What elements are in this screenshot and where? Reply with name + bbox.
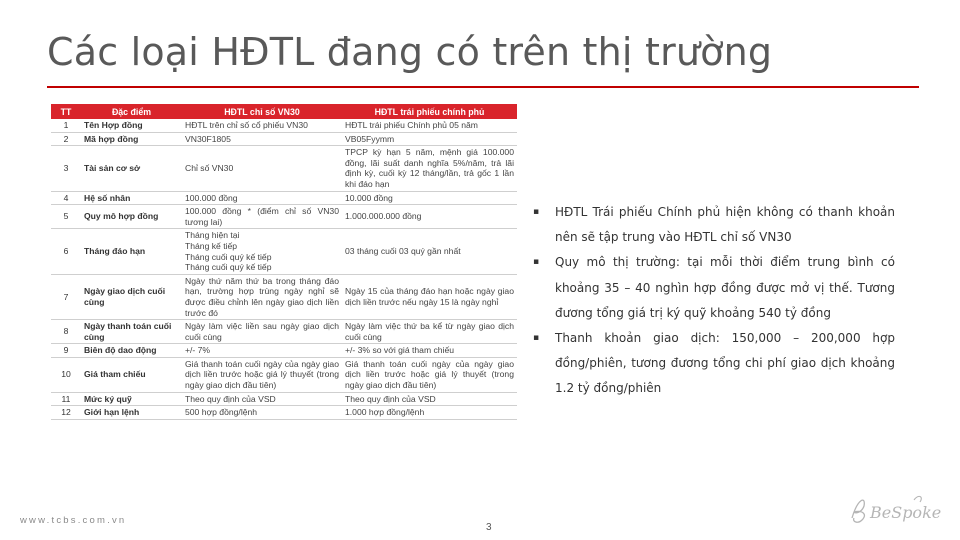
cell-text: Tháng kế tiếp <box>185 240 238 251</box>
row-number: 4 <box>51 191 81 205</box>
bullet-dot-icon: ▪ <box>533 257 540 268</box>
row-feature: Quy mô hợp đồng <box>81 205 182 229</box>
row-feature: Mức ký quỹ <box>81 392 182 406</box>
bullet-text: Thanh khoản giao dịch: 150,000 – 200,000 hợp đồng/phiên, tương đương tổng chi phí giao dịch khoảng 1.2 tỷ đồng/phiên <box>555 331 895 396</box>
cell-text: VN30F1805 <box>185 133 231 144</box>
row-number: 7 <box>51 274 81 319</box>
cell-text: Giá thanh toán cuối ngày của ngày giao dịch liền trước hoặc giá lý thuyết (trong ngày giao dịch đầu tiên) <box>185 358 339 391</box>
table-row <box>51 320 517 344</box>
bullet-market-size <box>533 250 895 326</box>
table-row <box>51 274 517 319</box>
bond-value <box>342 320 517 344</box>
row-feature: Giới hạn lệnh <box>81 406 182 420</box>
row-feature: Ngày thanh toán cuối cùng <box>81 320 182 344</box>
vn30-value <box>182 191 342 205</box>
bond-value <box>342 146 517 191</box>
bullet-trading-liquidity <box>533 326 895 402</box>
row-number: 1 <box>51 119 81 132</box>
cell-text: Theo quy định của VSD <box>185 393 276 404</box>
slide-title: Các loại HĐTL đang có trên thị trường <box>47 30 773 74</box>
vn30-value <box>182 392 342 406</box>
cell-text: Tháng cuối quý kế tiếp <box>185 262 272 273</box>
header-vn30: HĐTL chỉ số VN30 <box>182 104 342 119</box>
row-feature: Giá tham chiếu <box>81 357 182 392</box>
row-number: 9 <box>51 344 81 358</box>
cell-text: +/- 3% so với giá tham chiếu <box>345 345 455 356</box>
bond-value <box>342 392 517 406</box>
cell-text: HĐTL trên chỉ số cổ phiếu VN30 <box>185 120 308 130</box>
table-row <box>51 132 517 146</box>
header-feature: Đặc điểm <box>81 104 182 119</box>
row-feature: Tài sản cơ sở <box>81 146 182 191</box>
row-number: 3 <box>51 146 81 191</box>
vn30-value <box>182 229 342 274</box>
cell-text: Tháng cuối quý kế tiếp <box>185 251 272 262</box>
table-row <box>51 205 517 229</box>
header-bond: HĐTL trái phiếu chính phủ <box>342 104 517 119</box>
bond-value <box>342 132 517 146</box>
cell-text: VB05Fyymm <box>345 133 395 144</box>
row-number: 11 <box>51 392 81 406</box>
row-feature: Hệ số nhân <box>81 191 182 205</box>
vn30-value <box>182 320 342 344</box>
bond-value <box>342 274 517 319</box>
table-row <box>51 191 517 205</box>
table-row <box>51 229 517 274</box>
vn30-value <box>182 205 342 229</box>
vn30-value <box>182 274 342 319</box>
key-points-list <box>533 200 895 402</box>
cell-text: Tháng hiện tại <box>185 230 240 241</box>
table-row <box>51 392 517 406</box>
row-number: 2 <box>51 132 81 146</box>
cell-text: Giá thanh toán cuối ngày của ngày giao dịch liền trước hoặc giá lý thuyết (trong ngày giao dịch đầu tiên) <box>345 358 514 391</box>
cell-text: TPCP kỳ hạn 5 năm, mệnh giá 100.000 đồng, lãi suất danh nghĩa 5%/năm, trả lãi định kỳ, cuối kỳ 12 tháng/lần, trả gốc 1 lần khi đáo hạn <box>345 147 514 189</box>
vn30-value <box>182 132 342 146</box>
row-feature: Tên Hợp đồng <box>81 119 182 132</box>
bond-value <box>342 229 517 274</box>
table-row <box>51 406 517 420</box>
row-number: 10 <box>51 357 81 392</box>
cell-text: 1.000 hợp đồng/lệnh <box>345 407 425 418</box>
vn30-value <box>182 146 342 191</box>
row-feature: Tháng đáo hạn <box>81 229 182 274</box>
row-number: 6 <box>51 229 81 274</box>
cell-text: Theo quy định của VSD <box>345 393 436 404</box>
cell-text: Ngày 15 của tháng đáo hạn hoặc ngày giao dịch liền trước nếu ngày 15 là ngày nghỉ <box>345 286 514 307</box>
logo-wordmark: BeSpoke <box>870 503 942 522</box>
vn30-value <box>182 344 342 358</box>
bullet-dot-icon: ▪ <box>533 333 540 344</box>
table-header-row <box>51 104 517 119</box>
cell-text: HĐTL trái phiếu Chính phủ 05 năm <box>345 120 478 130</box>
cell-text: +/- 7% <box>185 345 211 356</box>
vn30-value <box>182 119 342 132</box>
vn30-value <box>182 357 342 392</box>
cell-text: 1.000.000.000 đồng <box>345 211 422 222</box>
row-feature: Mã hợp đồng <box>81 132 182 146</box>
bond-value <box>342 119 517 132</box>
table-row <box>51 146 517 191</box>
cell-text: 10.000 đồng <box>345 192 393 203</box>
bullet-dot-icon: ▪ <box>533 207 540 217</box>
row-feature: Biên độ dao động <box>81 344 182 358</box>
page-number: 3 <box>486 522 492 533</box>
bond-value <box>342 406 517 420</box>
cell-text: 500 hợp đồng/lệnh <box>185 407 258 418</box>
table-row <box>51 344 517 358</box>
cell-text: Chỉ số VN30 <box>185 163 234 174</box>
bespoke-logo <box>848 492 944 526</box>
bond-value <box>342 357 517 392</box>
row-number: 8 <box>51 320 81 344</box>
row-number: 5 <box>51 205 81 229</box>
bond-value <box>342 191 517 205</box>
vn30-value <box>182 406 342 420</box>
bullet-text: HĐTL Trái phiếu Chính phủ hiện không có thanh khoản nên sẽ tập trung vào HĐTL chỉ số VN30 <box>555 205 895 245</box>
footer-website: www.tcbs.com.vn <box>20 515 127 526</box>
bond-value <box>342 344 517 358</box>
cell-text: 100.000 đồng * (điểm chỉ số VN30 tương lai) <box>185 206 339 227</box>
cell-text: 03 tháng cuối 03 quý gần nhất <box>345 246 461 257</box>
table-row <box>51 357 517 392</box>
row-feature: Ngày giao dịch cuối cùng <box>81 274 182 319</box>
contract-comparison-table <box>51 104 517 420</box>
bullet-liquidity-note <box>533 200 895 250</box>
bond-value <box>342 205 517 229</box>
title-divider <box>47 86 919 88</box>
header-tt: TT <box>51 104 81 119</box>
cell-text: 100.000 đồng <box>185 192 238 203</box>
cell-text: Ngày làm việc thứ ba kể từ ngày giao dịch cuối cùng <box>345 321 514 342</box>
cell-text: Ngày làm việc liền sau ngày giao dịch cuối cùng <box>185 321 339 342</box>
row-number: 12 <box>51 406 81 420</box>
bullet-text: Quy mô thị trường: tại mỗi thời điểm trung bình có khoảng 35 – 40 nghìn hợp đồng được mở vị thế. Tương đương tổng giá trị ký quỹ khoảng 540 tỷ đồng <box>555 255 895 320</box>
cell-text: Ngày thứ năm thứ ba trong tháng đáo hạn, trường hợp trùng ngày nghỉ sẽ được điều chỉnh lên ngày giao dịch liền trước đó <box>185 275 339 318</box>
table-row <box>51 119 517 132</box>
